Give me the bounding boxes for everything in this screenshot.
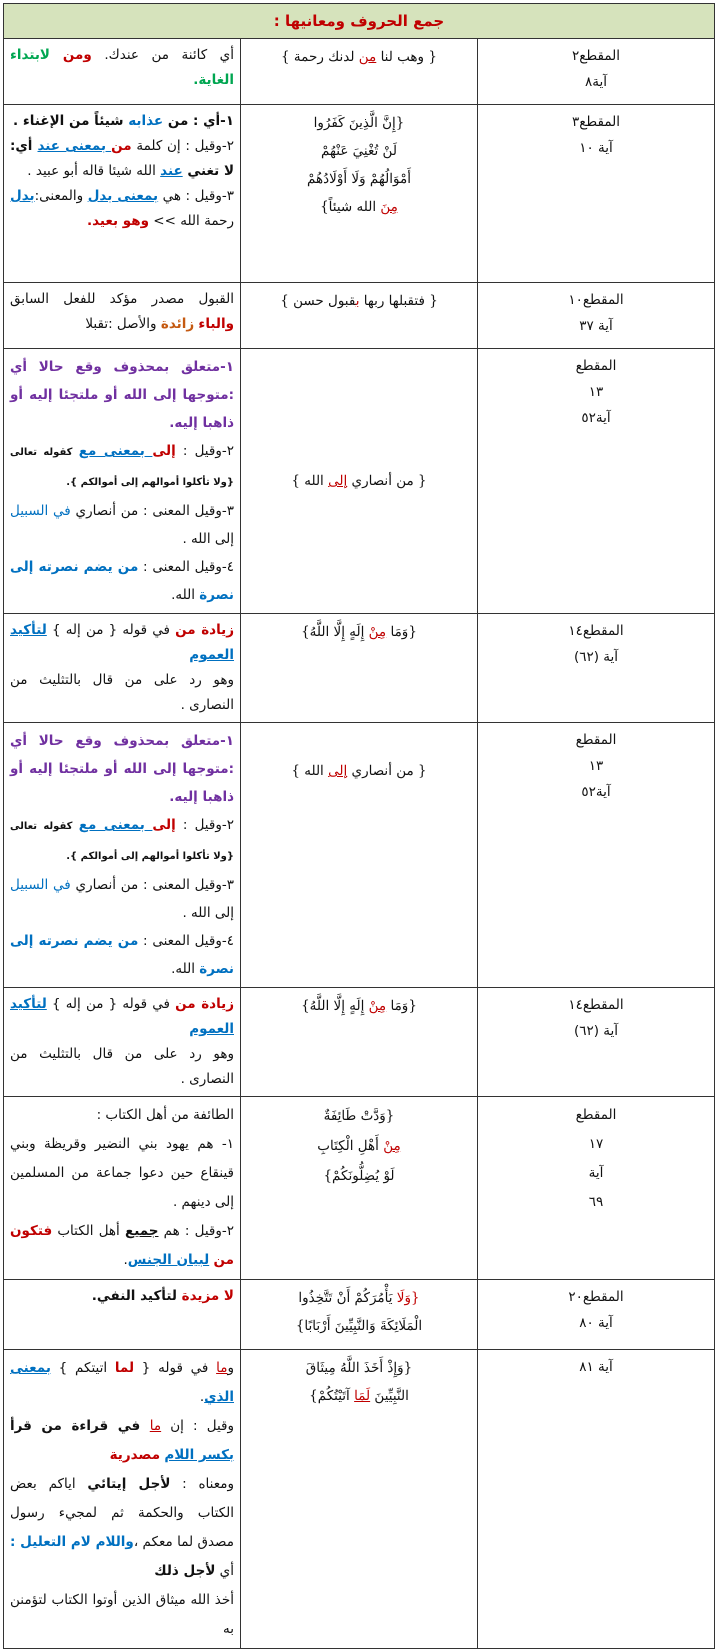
table-row	[4, 1280, 715, 1350]
ayah-cell: {وَمَا مِنْ إِلَهٍ إِلَّا اللَّهُ}	[241, 988, 478, 1097]
meaning-cell: وما في قوله { لما اتيتكم } بمعنى الذي. وقيل : إن ما في قراءة من قرأ بكسر اللام مصدرية ومعناه : لأجل إيتائي اياكم بعض الكتاب والحكمة ثم لمجيء رسول مصدق لما معكم ،واللام لام التعليل : أي لأجل ذلك أخذ الله ميثاق الذين أوتوا الكتاب لتؤمنن به	[4, 1350, 241, 1649]
ayah-number: آية٨	[584, 74, 607, 90]
ayah-cell: {وَإِذْ أَخَذَ اللَّهُ مِيثَاقَ النَّبِيِّينَ لَمَا آتَيْتُكُمْ}	[241, 1350, 478, 1649]
letters-meanings-table	[3, 3, 715, 1649]
section-cell: المقطع١٤ آية (٦٢)	[478, 614, 715, 723]
meaning-cell: ١-متعلق بمحذوف وقع حالا أي :متوجها إلى الله أو ملتجئا إليه أو ذاهبا إليه. ٢-وقيل : إلى بمعنى مع كقوله تعالى {ولا تأكلوا أموالهم إلى أموالكم }. ٣-وقيل المعنى : من أنصاري في السبيل إلى الله . ٤-وقيل المعنى : من يضم نصرته إلى نصرة الله.	[4, 723, 241, 988]
section-cell: المقطع٢٠ آية ٨٠	[478, 1280, 715, 1350]
ayah-cell: { وهب لنا من لدنك رحمة }	[241, 39, 478, 105]
ayah-cell: {إِنَّ الَّذِينَ كَفَرُوا لَنْ تُغْنِيَ عَنْهُمْ أَمْوَالُهُمْ وَلَا أَوْلَادُهُمْ مِنَ الله شيئاً}	[241, 105, 478, 283]
ayah-cell: { من أنصاري إلى الله }	[241, 723, 478, 988]
meaning-cell: ١-متعلق بمحذوف وقع حالا أي :متوجها إلى الله أو ملتجئا إليه أو ذاهبا إليه. ٢-وقيل : إلى بمعنى مع كقوله تعالى {ولا تأكلوا أموالهم إلى أموالكم }. ٣-وقيل المعنى : من أنصاري في السبيل إلى الله . ٤-وقيل المعنى : من يضم نصرته إلى نصرة الله.	[4, 349, 241, 614]
meaning-cell: أي كائنة من عندك. ومن لابتداء الغاية.	[4, 39, 241, 105]
ayah-cell: {وَدَّتْ طَائِفَةٌ مِنْ أَهْلِ الْكِتَابِ لَوْ يُضِلُّونَكُمْ}	[241, 1097, 478, 1280]
meaning-cell: زيادة من في قوله { من إله } لتأكيد العموم وهو رد على من قال بالتثليث من النصارى .	[4, 988, 241, 1097]
meaning-cell: ١-أي : من عذابه شيئاً من الإغناء . ٢-وقيل : إن كلمة من بمعنى عند أي: لا تغني عند الله شيئا قاله أبو عبيد . ٣-وقيل : هي بمعنى بدل والمعنى:بدل رحمة الله >> وهو بعيد.	[4, 105, 241, 283]
ayah-cell: { من أنصاري إلى الله }	[241, 349, 478, 614]
section-cell: المقطع ١٣ آية٥٢	[478, 349, 715, 614]
section-cell	[478, 39, 715, 105]
table-row	[4, 349, 715, 614]
section-cell: المقطع١٤ آية (٦٢)	[478, 988, 715, 1097]
section-label: المقطع٢	[571, 48, 621, 64]
table-row	[4, 39, 715, 105]
meaning-cell: الطائفة من أهل الكتاب : ١- هم يهود بني النضير وقريظة وبني قينقاع حين دعوا جماعة من المسلمين إلى دينهم . ٢-وقيل : هم جميع أهل الكتاب فتكون من لبيان الجنس.	[4, 1097, 241, 1280]
section-cell: المقطع ١٣ آية٥٢	[478, 723, 715, 988]
table-row	[4, 283, 715, 349]
section-cell: المقطع١٠ آية ٣٧	[478, 283, 715, 349]
table-row	[4, 105, 715, 283]
section-cell: المقطع ١٧ آية ٦٩	[478, 1097, 715, 1280]
table-row	[4, 723, 715, 988]
ayah-cell: {وَمَا مِنْ إِلَهٍ إِلَّا اللَّهُ}	[241, 614, 478, 723]
table-row	[4, 614, 715, 723]
ayah-cell: { فتقبلها ربها بقبول حسن }	[241, 283, 478, 349]
section-cell: آية ٨١	[478, 1350, 715, 1649]
meaning-cell: لا مزيدة لتأكيد النفي.	[4, 1280, 241, 1350]
meaning-cell: زيادة من في قوله { من إله } لتأكيد العموم وهو رد على من قال بالتثليث من النصارى .	[4, 614, 241, 723]
table-title: جمع الحروف ومعانيها :	[4, 4, 715, 39]
section-cell: المقطع٣ آية ١٠	[478, 105, 715, 283]
meaning-cell: القبول مصدر مؤكد للفعل السابق والباء زائدة والأصل :تقبلا	[4, 283, 241, 349]
ayah-cell: {وَلَا يَأْمُرَكُمْ أَنْ تَتَّخِذُوا الْمَلَائِكَةَ وَالنَّبِيِّينَ أَرْبَابًا}	[241, 1280, 478, 1350]
table-row	[4, 1097, 715, 1280]
table-row	[4, 988, 715, 1097]
table-row	[4, 1350, 715, 1649]
